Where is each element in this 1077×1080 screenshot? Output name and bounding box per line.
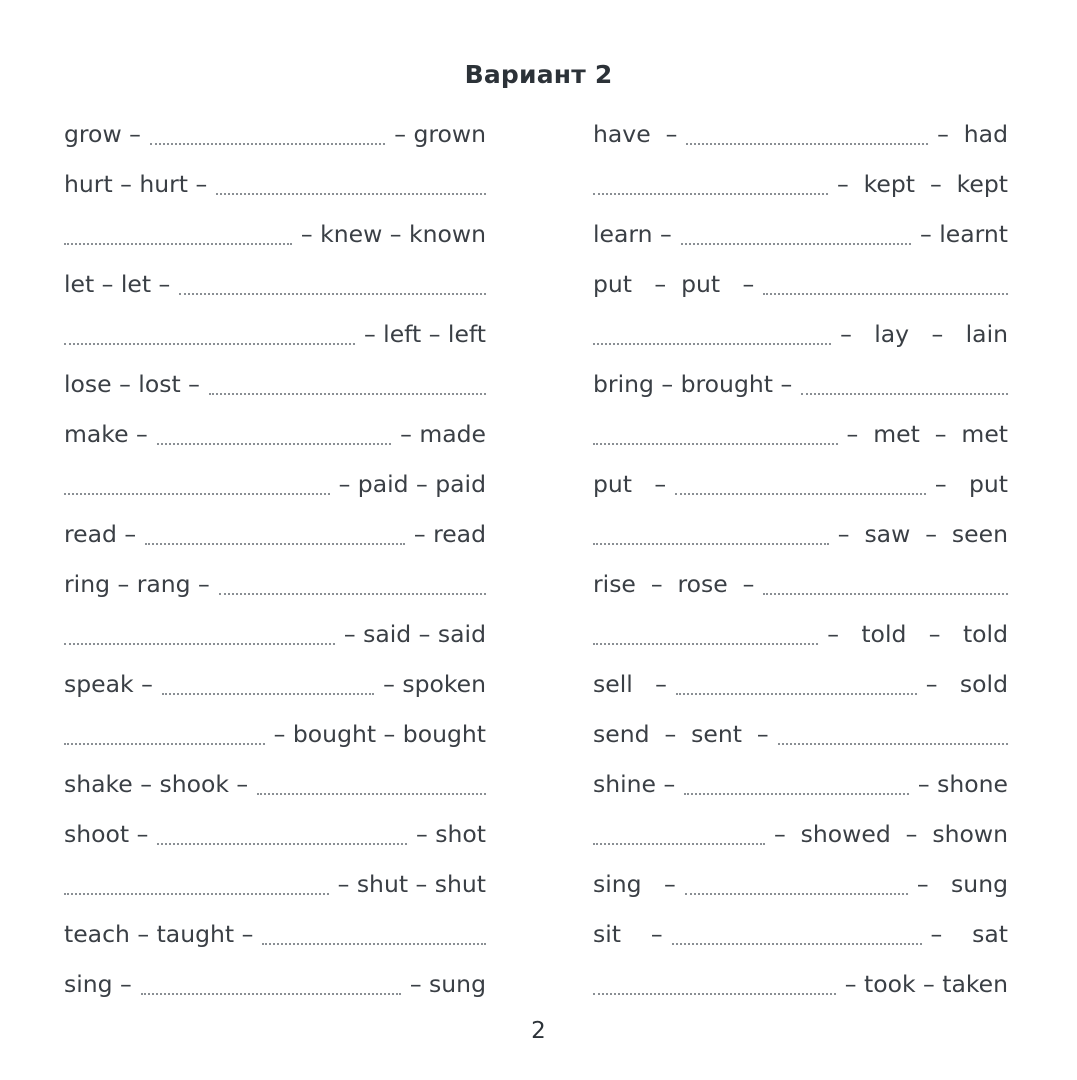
answer-blank[interactable]: [763, 593, 1008, 595]
verb-row: [64, 960, 486, 1010]
verb-row: [593, 760, 1008, 810]
verb-row: [593, 310, 1008, 360]
verb-row: [593, 510, 1008, 560]
verb-form-text: bring – brought –: [593, 370, 793, 399]
verb-row: [593, 810, 1008, 860]
verb-form-text: – sung: [409, 970, 486, 999]
answer-blank[interactable]: [593, 343, 831, 345]
verb-form-text: put –: [593, 470, 667, 499]
verb-form-text: – put: [934, 470, 1008, 499]
verb-form-text: speak –: [64, 670, 153, 699]
answer-blank[interactable]: [145, 543, 405, 545]
verb-form-text: – said – said: [343, 620, 486, 649]
verb-row: [593, 410, 1008, 460]
verb-form-text: ring – rang –: [64, 570, 210, 599]
verb-row: [64, 610, 486, 660]
verb-row: [593, 910, 1008, 960]
answer-blank[interactable]: [684, 793, 909, 795]
verb-form-text: shoot –: [64, 820, 149, 849]
verb-form-text: grow –: [64, 120, 141, 149]
verb-form-text: make –: [64, 420, 148, 449]
verb-row: [64, 210, 486, 260]
answer-blank[interactable]: [219, 593, 486, 595]
answer-blank[interactable]: [150, 143, 385, 145]
answer-blank[interactable]: [593, 193, 828, 195]
verb-form-text: read –: [64, 520, 137, 549]
verb-row: [64, 910, 486, 960]
verb-form-text: – shut – shut: [337, 870, 486, 899]
verb-row: [64, 310, 486, 360]
verb-form-text: – shot: [416, 820, 486, 849]
answer-blank[interactable]: [157, 443, 391, 445]
answer-blank[interactable]: [685, 893, 908, 895]
verb-row: [64, 560, 486, 610]
answer-blank[interactable]: [64, 243, 292, 245]
answer-blank[interactable]: [257, 793, 486, 795]
verb-form-text: – left – left: [363, 320, 486, 349]
verb-row: [64, 160, 486, 210]
right-column: [593, 110, 1008, 1010]
verb-row: [64, 410, 486, 460]
verb-row: [593, 360, 1008, 410]
verb-form-text: learn –: [593, 220, 672, 249]
verb-form-text: – bought – bought: [273, 720, 486, 749]
answer-blank[interactable]: [675, 493, 926, 495]
verb-form-text: – grown: [394, 120, 486, 149]
verb-form-text: – took – taken: [844, 970, 1008, 999]
verb-row: [593, 710, 1008, 760]
verb-row: [64, 510, 486, 560]
verb-row: [593, 660, 1008, 710]
answer-blank[interactable]: [157, 843, 407, 845]
verb-row: [593, 860, 1008, 910]
verb-form-text: send – sent –: [593, 720, 769, 749]
verb-row: [64, 860, 486, 910]
verb-form-text: – read: [413, 520, 486, 549]
verb-form-text: have –: [593, 120, 678, 149]
answer-blank[interactable]: [763, 293, 1008, 295]
verb-form-text: – made: [400, 420, 486, 449]
verb-form-text: – told – told: [827, 620, 1008, 649]
verb-row: [64, 660, 486, 710]
verb-form-text: – sold: [925, 670, 1008, 699]
answer-blank[interactable]: [593, 843, 765, 845]
verb-row: [593, 210, 1008, 260]
verb-form-text: – met – met: [846, 420, 1008, 449]
answer-blank[interactable]: [593, 643, 818, 645]
answer-blank[interactable]: [801, 393, 1008, 395]
verb-form-text: sit –: [593, 920, 663, 949]
verb-form-text: teach – taught –: [64, 920, 254, 949]
verb-form-text: put – put –: [593, 270, 755, 299]
answer-blank[interactable]: [262, 943, 486, 945]
verb-form-text: – sat: [930, 920, 1008, 949]
verb-form-text: – knew – known: [300, 220, 486, 249]
answer-blank[interactable]: [64, 343, 355, 345]
answer-blank[interactable]: [179, 293, 486, 295]
verb-row: [64, 810, 486, 860]
verb-form-text: – sung: [916, 870, 1008, 899]
verb-form-text: – lay – lain: [840, 320, 1008, 349]
answer-blank[interactable]: [593, 543, 829, 545]
verb-row: [64, 260, 486, 310]
verb-form-text: – saw – seen: [837, 520, 1008, 549]
verb-row: [593, 160, 1008, 210]
answer-blank[interactable]: [676, 693, 917, 695]
verb-row: [64, 460, 486, 510]
answer-blank[interactable]: [593, 443, 838, 445]
verb-form-text: let – let –: [64, 270, 171, 299]
answer-blank[interactable]: [778, 743, 1008, 745]
verb-form-text: rise – rose –: [593, 570, 755, 599]
verb-row: [593, 110, 1008, 160]
page-title: Вариант 2: [464, 60, 613, 89]
answer-blank[interactable]: [593, 993, 836, 995]
verb-form-text: lose – lost –: [64, 370, 200, 399]
answer-blank[interactable]: [64, 493, 330, 495]
verb-form-text: – paid – paid: [338, 470, 486, 499]
verb-form-text: sell –: [593, 670, 667, 699]
answer-blank[interactable]: [64, 643, 335, 645]
verb-form-text: – spoken: [383, 670, 486, 699]
left-column: [64, 110, 486, 1010]
verb-form-text: – showed – shown: [773, 820, 1008, 849]
verb-form-text: hurt – hurt –: [64, 170, 208, 199]
verb-row: [593, 260, 1008, 310]
verb-form-text: shake – shook –: [64, 770, 249, 799]
answer-blank[interactable]: [686, 143, 928, 145]
answer-blank[interactable]: [141, 993, 401, 995]
verb-row: [593, 460, 1008, 510]
verb-row: [64, 110, 486, 160]
answer-blank[interactable]: [64, 743, 265, 745]
verb-form-text: – shone: [917, 770, 1008, 799]
verb-form-text: shine –: [593, 770, 676, 799]
verb-row: [593, 560, 1008, 610]
verb-form-text: sing –: [64, 970, 132, 999]
answer-blank[interactable]: [209, 393, 486, 395]
verb-row: [64, 710, 486, 760]
verb-row: [64, 760, 486, 810]
verb-form-text: sing –: [593, 870, 676, 899]
answer-blank[interactable]: [672, 943, 922, 945]
answer-blank[interactable]: [162, 693, 374, 695]
verb-form-text: – learnt: [920, 220, 1008, 249]
verb-row: [593, 610, 1008, 660]
verb-form-text: – kept – kept: [836, 170, 1008, 199]
answer-blank[interactable]: [64, 893, 329, 895]
answer-blank[interactable]: [681, 243, 911, 245]
page-number: 2: [531, 1018, 546, 1044]
verb-row: [593, 960, 1008, 1010]
verb-form-text: – had: [937, 120, 1008, 149]
verb-row: [64, 360, 486, 410]
answer-blank[interactable]: [216, 193, 486, 195]
